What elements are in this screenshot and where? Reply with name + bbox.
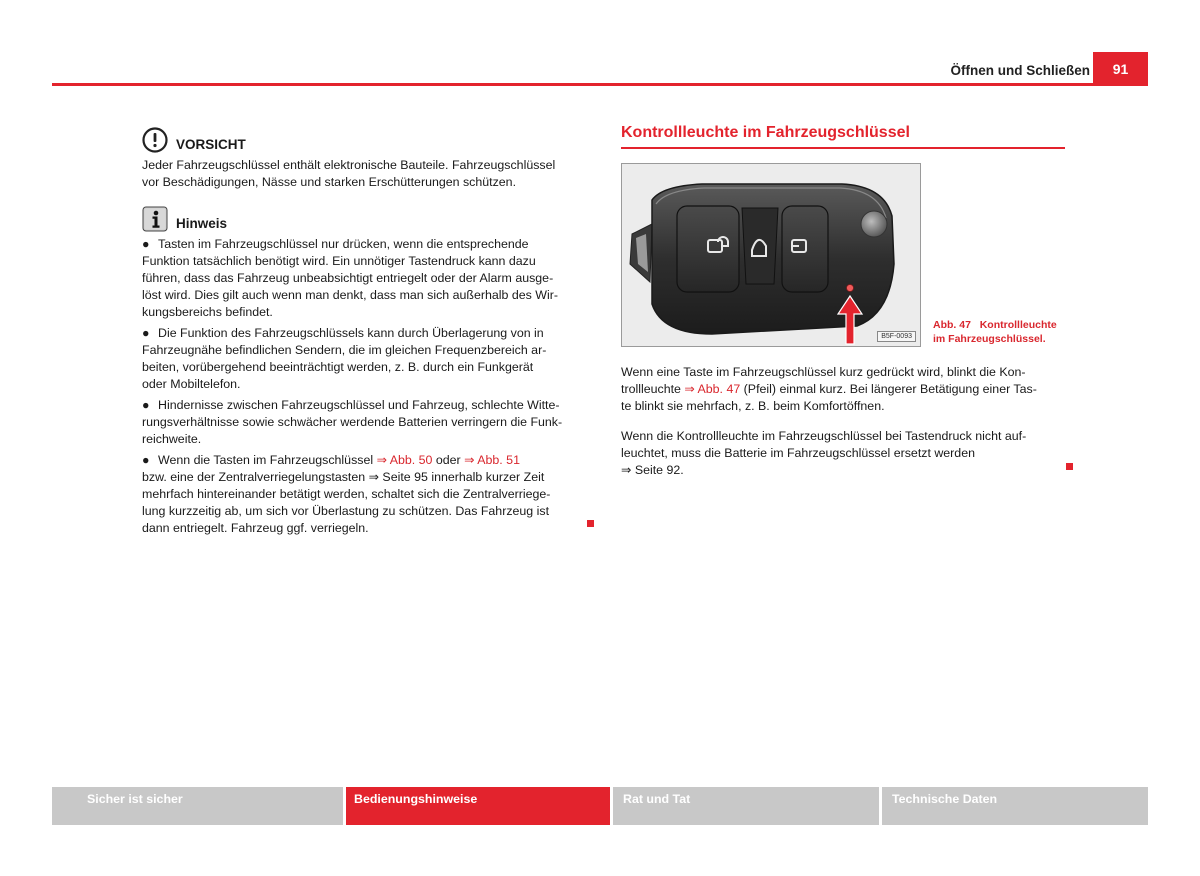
note-block [142,205,592,537]
note-heading [142,205,592,232]
caution-label: VORSICHT [176,137,246,152]
tab-rat-und-tat[interactable]: Rat und Tat [613,787,879,825]
info-icon [142,206,168,232]
note-bullet: ● Hindernisse zwischen Fahrzeugschlüssel und Fahrzeug, schlechte Witte- rungsverhältnisse sowie schwächer werdende Batterien verringern die Funk- reichweite. [142,398,563,446]
car-key-illustration [622,164,920,346]
caution-line: vor Beschädigungen, Nässe und starken Erschütterungen schützen. [142,175,517,189]
figure-link[interactable]: ⇒ Abb. 47 [684,382,741,396]
tab-bedienungshinweise[interactable]: Bedienungshinweise [346,787,610,825]
figure-link[interactable]: ⇒ Abb. 50 [376,453,433,467]
tab-sicher-ist-sicher[interactable]: Sicher ist sicher [52,787,343,825]
figure-code: B5F-0093 [877,331,916,342]
header-rule [52,83,1148,86]
right-column [621,124,1065,149]
note-bullet: ● Tasten im Fahrzeugschlüssel nur drücken, wenn die entsprechende Funktion tatsächlich benötigt wird. Ein unnötiger Tastendruck kann dazu führen, dass das Fahrzeug unbeabsichtigt entriegelt oder der Alarm ausge- löst wird. Dies gilt auch wenn man denkt, dass man sich außerhalb des Wir- kungsbereichs befindet. [142,237,558,319]
page-number: 91 [1093,52,1148,86]
section-title: Kontrollleuchte im Fahrzeugschlüssel [621,124,1065,149]
figure-caption: Abb. 47 Kontrollleuchte im Fahrzeugschlüssel. [933,319,1057,345]
chapter-title: Öffnen und Schließen [950,63,1090,78]
caution-line: Jeder Fahrzeugschlüssel enthält elektronische Bauteile. Fahrzeugschlüssel [142,158,556,172]
section-end-marker [587,520,594,527]
caution-text [142,157,592,191]
note-bullet: ● Die Funktion des Fahrzeugschlüssels kann durch Überlagerung von in Fahrzeugnähe befindlichen Sendern, die im gleichen Frequenzbereich ar- beiten, vorübergehend beeinträchtigt werden, z. B. durch ein Funkgerät oder Mobiltelefon. [142,326,547,391]
caution-heading [142,126,592,153]
note-label: Hinweis [176,216,228,231]
paragraph: Wenn die Kontrollleuchte im Fahrzeugschlüssel bei Tastendruck nicht auf- leuchtet, muss die Batterie im Fahrzeugschlüssel ersetzt werden ⇒ Seite 92. [621,429,1027,477]
note-bullet: ● Wenn die Tasten im Fahrzeugschlüssel ⇒ Abb. 50 oder ⇒ Abb. 51 bzw. eine der Zentralverriegelungstasten ⇒ Seite 95 innerhalb kurzer Zeit mehrfach hintereinander betätigt werden, schaltet sich die Zentralverriege- lung kurzzeitig ab, um sich vor Überlastung zu schützen. Das Fahrzeug ist dann entriegelt. Fahrzeug ggf. verriegeln. [142,453,551,535]
left-column [142,126,592,537]
exclamation-circle-icon [142,127,168,153]
figure-link[interactable]: ⇒ Abb. 51 [464,453,520,467]
tab-technische-daten[interactable]: Technische Daten [882,787,1148,825]
key-figure [621,163,921,347]
footer-tabs [52,787,1148,825]
section-end-marker [1066,463,1073,470]
paragraph: Wenn eine Taste im Fahrzeugschlüssel kurz gedrückt wird, blinkt die Kon- trollleuchte ⇒ Abb. 47 (Pfeil) einmal kurz. Bei längerer Betätigung einer Tas- te blinkt sie mehrfach, z. B. beim Komfortöffnen. [621,365,1037,413]
